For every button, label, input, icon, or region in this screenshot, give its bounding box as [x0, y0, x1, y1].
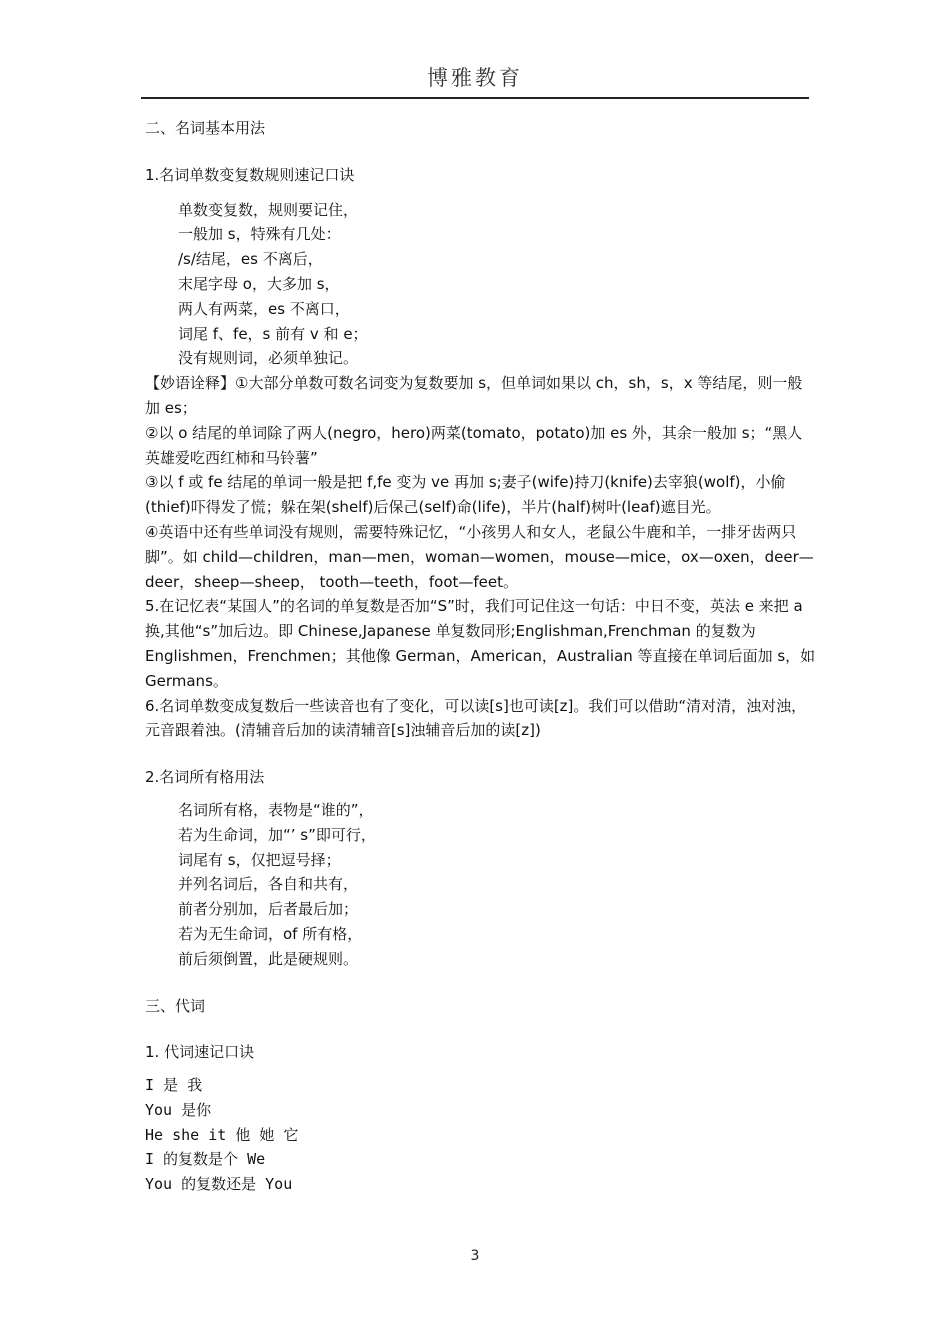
spacer [145, 743, 817, 765]
rhyme-line: 一般加 s，特殊有几处： [178, 225, 341, 244]
pronoun-line: You 是你 [145, 1100, 212, 1119]
spacer [145, 972, 817, 994]
rhyme-line: 末尾字母 o，大多加 s， [178, 274, 340, 293]
explanation-paragraph: ③以 f 或 fe 结尾的单词一般是把 f,fe 变为 ve 再加 s;妻子(wife)持刀(knife)去宰狼(wolf)，小偷(thief)吓得发了慌；躲在架(shelf)后保己(self)命(life)，半片(half)树叶(leaf)遮目光。 [145, 473, 786, 517]
rhyme-line: 名词所有格，表物是“谁的”， [178, 800, 374, 819]
spacer [145, 1018, 817, 1040]
rhyme-line: 单数变复数，规则要记住， [178, 200, 359, 219]
pronoun-rhyme [145, 1073, 817, 1197]
explanation-paragraph: 6.名词单数变成复数后一些读音也有了变化，可以读[s]也可读[z]。我们可以借助“清对清，浊对浊，元音跟着浊。(清辅音后加的读清辅音[s]浊辅音后加的读[z]) [145, 696, 807, 740]
explanation-paragraph: 5.在记忆表“某国人”的名词的单复数是否加“S”时，我们可记住这一句话：中日不变，英法 e 来把 a 换,其他“s”加后边。即 Chinese,Japanese 单复数同形;Englishman,Frenchman 的复数为 Englishmen，Frenchmen；其他像 German，American，Australian 等直接在单词后面加 s，如 Germans。 [145, 597, 816, 690]
rhyme-line: 没有规则词，必须单独记。 [178, 349, 359, 368]
possessive-rules-rhyme [145, 798, 817, 972]
section-heading: 三、代词 [145, 996, 206, 1015]
rhyme-line: 前者分别加，后者最后加； [178, 900, 359, 919]
subsection-heading: 1.名词单数变复数规则速记口诀 [145, 165, 355, 184]
rhyme-line: /s/结尾，es 不离后， [178, 250, 323, 269]
pronoun-line: You 的复数还是 You [145, 1175, 293, 1194]
page-number: 3 [470, 1248, 480, 1264]
section-heading: 二、名词基本用法 [145, 119, 266, 137]
spacer [145, 1065, 817, 1073]
subsection-heading: 2.名词所有格用法 [145, 768, 265, 787]
document-body [145, 116, 817, 1197]
spacer [145, 188, 817, 198]
plural-rules-rhyme [145, 198, 817, 372]
rhyme-line: 前后须倒置，此是硬规则。 [178, 949, 359, 968]
subsection-heading: 1. 代词速记口诀 [145, 1043, 255, 1062]
spacer [145, 790, 817, 798]
explanation-paragraph: ④英语中还有些单词没有规则，需要特殊记忆，“小孩男人和女人，老鼠公牛鹿和羊，一排牙齿两只脚”。如 child—children，man—men，woman—women，mouse—mice，ox—oxen，deer—deer，sheep—sheep， tooth—teeth，foot—feet。 [145, 522, 814, 591]
pronoun-line: He she it 他 她 它 [145, 1125, 299, 1144]
rhyme-line: 词尾有 s，仅把逗号择； [178, 850, 341, 869]
explanation-paragraph: 【妙语诠释】①大部分单数可数名词变为复数要加 s，但单词如果以 ch，sh，s，x 等结尾，则一般加 es； [145, 374, 803, 417]
rhyme-line: 词尾 f、fe，s 前有 v 和 e； [178, 324, 368, 343]
spacer [145, 141, 817, 163]
header-divider [141, 97, 809, 99]
rhyme-line: 并列名词后，各自和共有， [178, 875, 359, 894]
pronoun-line: I 的复数是个 We [145, 1150, 266, 1169]
rhyme-line: 两人有两菜，es 不离口， [178, 299, 350, 318]
rhyme-line: 若为生命词，加“’ s”即可行， [178, 825, 376, 844]
rhyme-line: 若为无生命词，of 所有格， [178, 924, 363, 943]
page-header-title: 博雅教育 [427, 66, 523, 90]
explanation-paragraph: ②以 o 结尾的单词除了两人(negro，hero)两菜(tomato，potato)加 es 外，其余一般加 s；“黑人英雄爱吃西红柿和马铃薯” [145, 423, 803, 467]
pronoun-line: I 是 我 [145, 1076, 203, 1095]
